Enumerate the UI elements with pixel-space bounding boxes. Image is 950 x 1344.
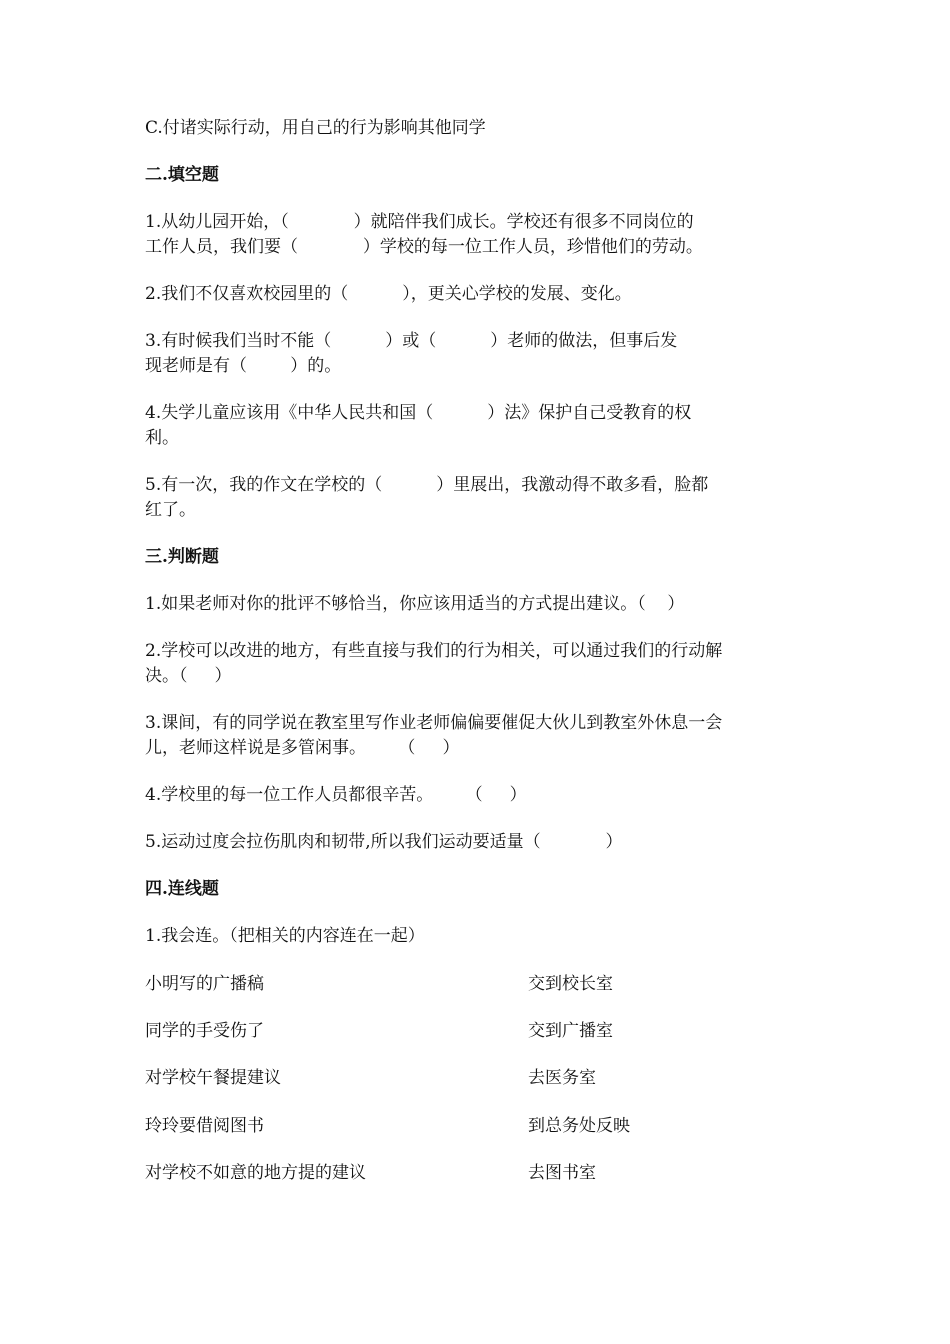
section-heading-matching: 四.连线题 <box>145 879 219 899</box>
true-false-q1-line1: 1.如果老师对你的批评不够恰当，你应该用适当的方式提出建议。（ ） <box>145 594 685 614</box>
matching-right-item: 到总务处反映 <box>528 1116 630 1136</box>
true-false-q3-line2: 儿，老师这样说是多管闲事。 （ ） <box>145 738 460 758</box>
matching-q1-instruction: 1.我会连。（把相关的内容连在一起） <box>145 926 425 946</box>
matching-left-item: 玲玲要借阅图书 <box>145 1116 264 1136</box>
true-false-q2-line1: 2.学校可以改进的地方，有些直接与我们的行为相关，可以通过我们的行动解 <box>145 641 723 661</box>
matching-left-item: 对学校午餐提建议 <box>145 1068 281 1088</box>
matching-right-item: 去医务室 <box>528 1068 596 1088</box>
fill-blank-q1-line2: 工作人员，我们要（ ）学校的每一位工作人员，珍惜他们的劳动。 <box>145 237 703 257</box>
section-heading-fill-blank: 二.填空题 <box>145 165 219 185</box>
section-heading-true-false: 三.判断题 <box>145 547 219 567</box>
matching-left-item: 小明写的广播稿 <box>145 974 264 994</box>
matching-left-item: 对学校不如意的地方提的建议 <box>145 1163 366 1183</box>
true-false-q5-line1: 5.运动过度会拉伤肌肉和韧带,所以我们运动要适量（ ） <box>145 832 623 852</box>
true-false-q2-line2: 决。（ ） <box>145 666 232 686</box>
fill-blank-q1-line1: 1.从幼儿园开始，（ ）就陪伴我们成长。学校还有很多不同岗位的 <box>145 212 694 232</box>
fill-blank-q4-line2: 利。 <box>145 428 179 448</box>
true-false-q3-line1: 3.课间，有的同学说在教室里写作业老师偏偏要催促大伙儿到教室外休息一会 <box>145 713 723 733</box>
matching-left-item: 同学的手受伤了 <box>145 1021 264 1041</box>
matching-right-item: 交到校长室 <box>528 974 613 994</box>
matching-right-item: 交到广播室 <box>528 1021 613 1041</box>
fill-blank-q5-line1: 5.有一次，我的作文在学校的（ ）里展出，我激动得不敢多看，脸都 <box>145 475 709 495</box>
fill-blank-q2-line1: 2.我们不仅喜欢校园里的（ ），更关心学校的发展、变化。 <box>145 284 632 304</box>
fill-blank-q3-line2: 现老师是有（ ）的。 <box>145 356 342 376</box>
fill-blank-q3-line1: 3.有时候我们当时不能（ ）或（ ）老师的做法，但事后发 <box>145 331 678 351</box>
option-c: C.付诸实际行动，用自己的行为影响其他同学 <box>145 118 486 138</box>
true-false-q4-line1: 4.学校里的每一位工作人员都很辛苦。 （ ） <box>145 785 527 805</box>
fill-blank-q4-line1: 4.失学儿童应该用《中华人民共和国（ ）法》保护自己受教育的权 <box>145 403 692 423</box>
fill-blank-q5-line2: 红了。 <box>145 500 196 520</box>
matching-right-item: 去图书室 <box>528 1163 596 1183</box>
